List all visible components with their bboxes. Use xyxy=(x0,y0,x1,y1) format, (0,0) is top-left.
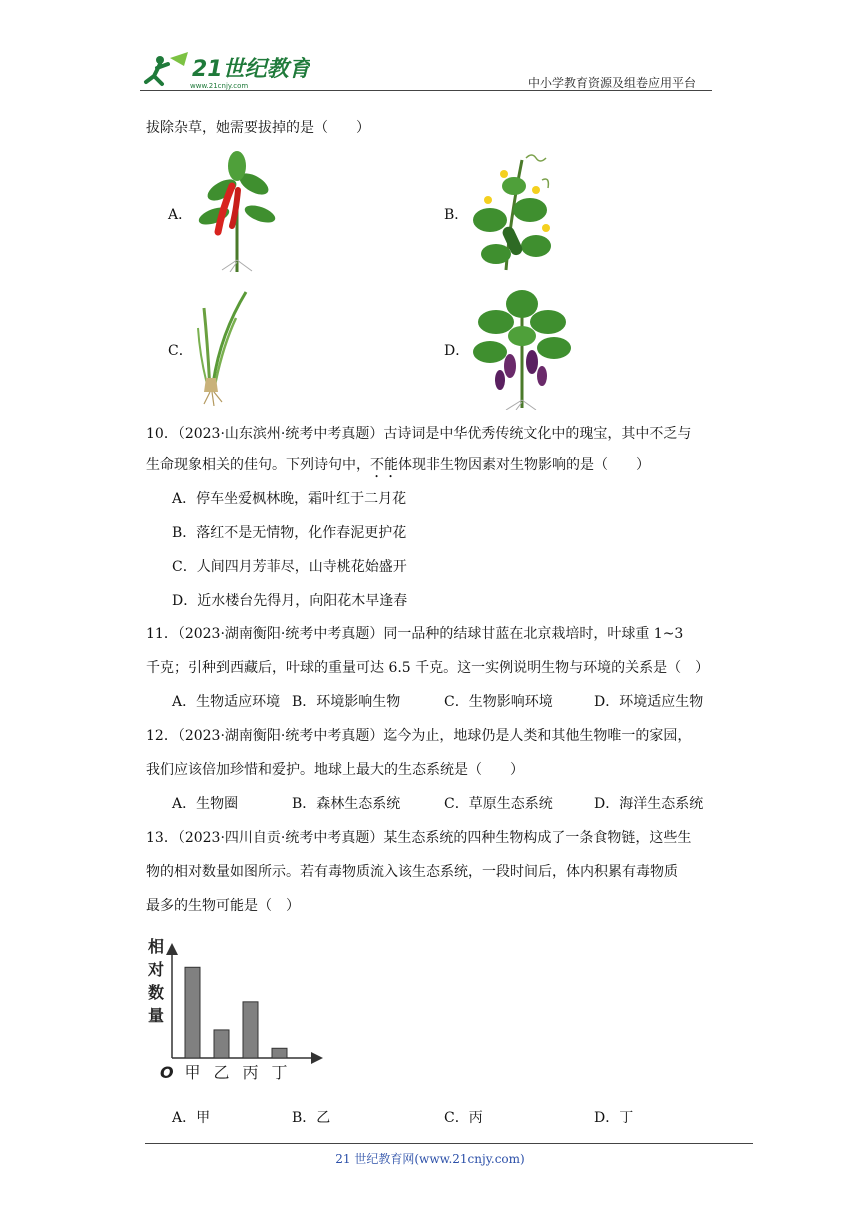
q12-stem-line1: 12．（2023·湖南衡阳·统考中考真题）迄今为止，地球仍是人类和其他生物唯一的家园， xyxy=(146,728,692,744)
bar-甲 xyxy=(185,967,200,1058)
q11-stem-line1: 11．（2023·湖南衡阳·统考中考真题）同一品种的结球甘蓝在北京栽培时，叶球重 1~3 xyxy=(146,626,684,642)
q11-stem-line2: 千克；引种到西藏后，叶球的重量可达 6.5 千克。这一实例说明生物与环境的关系是（ ） xyxy=(146,660,710,676)
header-divider xyxy=(140,90,712,91)
q13-stem-line1: 13．（2023·四川自贡·统考中考真题）某生态系统的四种生物构成了一条食物链，这些生 xyxy=(146,830,692,846)
q10-stem-line1: 10．（2023·山东滨州·统考中考真题）古诗词是中华优秀传统文化中的瑰宝，其中不乏与 xyxy=(146,426,692,442)
q9-option-b-label: B． xyxy=(444,207,469,223)
bar-乙 xyxy=(214,1030,229,1058)
tick-label-丙: 丙 xyxy=(242,1063,259,1082)
tick-label-甲: 甲 xyxy=(184,1063,201,1082)
weed-grass-icon xyxy=(196,288,252,410)
q12-option-a: A．生物圈 xyxy=(172,796,239,812)
bar-丙 xyxy=(243,1002,258,1058)
q11-option-d: D．环境适应生物 xyxy=(594,694,704,710)
q12-stem-line2: 我们应该倍加珍惜和爱护。地球上最大的生态系统是（ ） xyxy=(146,762,524,778)
q10-option-b: B．落红不是无情物，化作春泥更护花 xyxy=(172,525,407,541)
logo-url: www.21cnjy.com xyxy=(190,82,249,90)
q13-option-b: B．乙 xyxy=(292,1110,331,1126)
origin-label: O xyxy=(160,1063,174,1082)
q9-option-c-label: C． xyxy=(168,343,193,359)
q13-option-c: C．丙 xyxy=(444,1110,483,1126)
logo-text: 21世纪教育 xyxy=(192,57,310,82)
y-axis-label xyxy=(147,937,164,1025)
q12-option-d: D．海洋生态系统 xyxy=(594,796,704,812)
cucumber-plant-icon xyxy=(466,150,562,276)
food-chain-bar-chart xyxy=(140,930,340,1089)
header-platform-name: 中小学教育资源及组卷应用平台 xyxy=(528,76,697,90)
q11-option-b: B．环境影响生物 xyxy=(292,694,401,710)
tick-label-乙: 乙 xyxy=(213,1063,230,1082)
q9-option-a-label: A． xyxy=(168,207,193,223)
eggplant-plant-icon xyxy=(470,286,574,414)
q13-stem-line3: 最多的生物可能是（ ） xyxy=(146,898,300,914)
y-axis-label-char: 数 xyxy=(148,983,165,1002)
q12-option-b: B．森林生态系统 xyxy=(292,796,401,812)
y-axis-label-char: 相 xyxy=(148,937,165,956)
q11-option-a: A．生物适应环境 xyxy=(172,694,281,710)
q10-stem-line2: 生命现象相关的佳句。下列诗句中，不能体现非生物因素对生物影响的是（ ） xyxy=(146,457,650,473)
emphasis-text: 不能 xyxy=(370,457,398,473)
q10-option-d: D．近水楼台先得月，向阳花木早逢春 xyxy=(172,593,408,609)
chili-pepper-plant-icon xyxy=(192,150,282,276)
footer-text: 21 世纪教育网(www.21cnjy.com) xyxy=(335,1152,525,1166)
q10-option-a: A．停车坐爱枫林晚，霜叶红于二月花 xyxy=(172,491,407,507)
q9-stem: 拔除杂草，她需要拔掉的是（ ） xyxy=(146,120,370,136)
bar-丁 xyxy=(272,1048,287,1058)
q13-stem-line2: 物的相对数量如图所示。若有毒物质流入该生态系统，一段时间后，体内积累有毒物质 xyxy=(146,864,678,880)
q13-option-d: D．丁 xyxy=(594,1110,634,1126)
y-axis-label-char: 对 xyxy=(148,960,165,979)
q13-option-a: A．甲 xyxy=(172,1110,211,1126)
y-axis-label-char: 量 xyxy=(148,1006,165,1025)
tick-label-丁: 丁 xyxy=(271,1063,288,1082)
q9-option-d-label: D． xyxy=(444,343,470,359)
footer-divider xyxy=(145,1143,753,1144)
q11-option-c: C．生物影响环境 xyxy=(444,694,553,710)
site-logo xyxy=(140,48,310,90)
q12-option-c: C．草原生态系统 xyxy=(444,796,553,812)
q10-option-c: C．人间四月芳菲尽，山寺桃花始盛开 xyxy=(172,559,407,575)
